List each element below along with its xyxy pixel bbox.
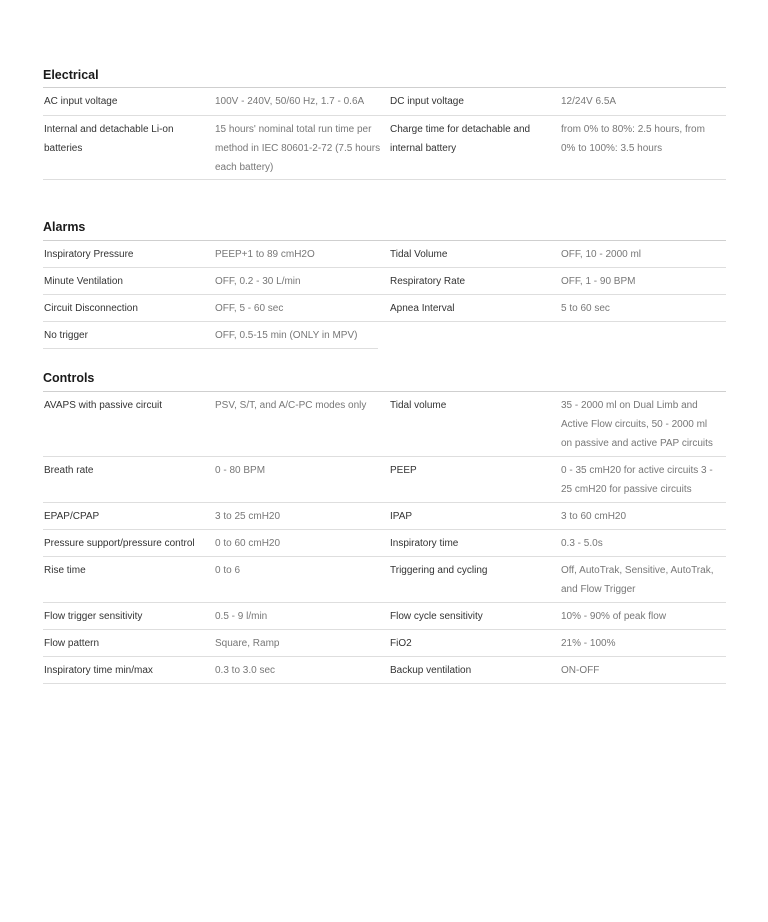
spec-label: Charge time for detachable and internal battery [390,124,531,154]
spec-value: 0.3 to 3.0 sec [215,665,276,676]
spec-row [43,557,726,603]
spec-label: EPAP/CPAP [44,511,100,522]
spec-row [43,630,726,657]
spec-value: Square, Ramp [215,638,280,649]
spec-label: DC input voltage [390,96,464,107]
spec-label: PEEP [390,465,417,476]
spec-value: OFF, 10 - 2000 ml [561,249,642,260]
spec-value: 10% - 90% of peak flow [561,611,667,622]
section-title-controls: Controls [43,371,95,385]
spec-value: PEEP+1 to 89 cmH2O [215,249,315,260]
spec-row [43,322,726,348]
spec-label: Minute Ventilation [44,276,123,287]
spec-label: Flow trigger sensitivity [44,611,143,622]
spec-label: Respiratory Rate [390,276,466,287]
spec-row [43,657,726,684]
spec-value: OFF, 5 - 60 sec [215,303,284,314]
spec-value: 3 to 25 cmH20 [215,511,281,522]
spec-row [43,241,726,268]
spec-value: OFF, 0.2 - 30 L/min [215,276,301,287]
spec-value: 0.5 - 9 l/min [215,611,268,622]
section-title-alarms: Alarms [43,220,86,234]
spec-value: 3 to 60 cmH20 [561,511,627,522]
spec-label: Tidal volume [390,400,447,411]
spec-label: Inspiratory time min/max [44,665,153,676]
spec-label: Apnea Interval [390,303,455,314]
spec-label: Internal and detachable Li-on batteries [44,124,174,154]
spec-value: 0 - 80 BPM [215,465,266,476]
spec-row [43,88,726,116]
spec-value: 100V - 240V, 50/60 Hz, 1.7 - 0.6A [215,96,365,107]
spec-row [43,116,726,180]
spec-label: Backup ventilation [390,665,472,676]
row-divider [43,348,378,349]
spec-label: Rise time [44,565,86,576]
spec-value: 35 - 2000 ml on Dual Limb and Active Flow circuits, 50 - 2000 ml on passive and active PAP circuits [561,400,713,449]
section-title-electrical: Electrical [43,68,99,82]
spec-value: 5 to 60 sec [561,303,610,314]
spec-value: PSV, S/T, and A/C-PC modes only [215,400,367,411]
spec-label: Inspiratory time [390,538,459,549]
spec-label: IPAP [390,511,413,522]
spec-label: AC input voltage [44,96,118,107]
spec-row [43,295,726,322]
spec-row [43,530,726,557]
spec-value: OFF, 1 - 90 BPM [561,276,636,287]
spec-value: 0 to 6 [215,565,241,576]
spec-value: 15 hours' nominal total run time per method in IEC 80601-2-72 (7.5 hours each battery) [215,124,381,173]
spec-row [43,457,726,503]
spec-label: AVAPS with passive circuit [44,400,163,411]
alarms-section [43,218,726,348]
spec-value: 0 to 60 cmH20 [215,538,281,549]
controls-section [43,369,726,684]
spec-row [43,603,726,630]
spec-value: from 0% to 80%: 2.5 hours, from 0% to 100%: 3.5 hours [561,124,705,154]
spec-label: Circuit Disconnection [44,303,138,314]
spec-row [43,503,726,530]
spec-value: 0 - 35 cmH20 for active circuits 3 - 25 cmH20 for passive circuits [561,465,713,495]
spec-value: 0.3 - 5.0s [561,538,603,549]
spec-label: Breath rate [44,465,94,476]
spec-label: Flow pattern [44,638,100,649]
spec-label: Tidal Volume [390,249,448,260]
spec-row [43,392,726,457]
spec-value: OFF, 0.5-15 min (ONLY in MPV) [215,330,358,341]
spec-label: No trigger [44,330,88,341]
spec-label: FiO2 [390,638,412,649]
spec-value: 12/24V 6.5A [561,96,617,107]
spec-label: Inspiratory Pressure [44,249,134,260]
spec-label: Pressure support/pressure control [44,538,195,549]
spec-row [43,268,726,295]
electrical-section [43,66,726,180]
spec-value: Off, AutoTrak, Sensitive, AutoTrak, and Flow Trigger [561,565,714,595]
spec-value: 21% - 100% [561,638,616,649]
spec-value: ON-OFF [561,665,600,676]
spec-label: Triggering and cycling [390,565,488,576]
spec-label: Flow cycle sensitivity [390,611,483,622]
